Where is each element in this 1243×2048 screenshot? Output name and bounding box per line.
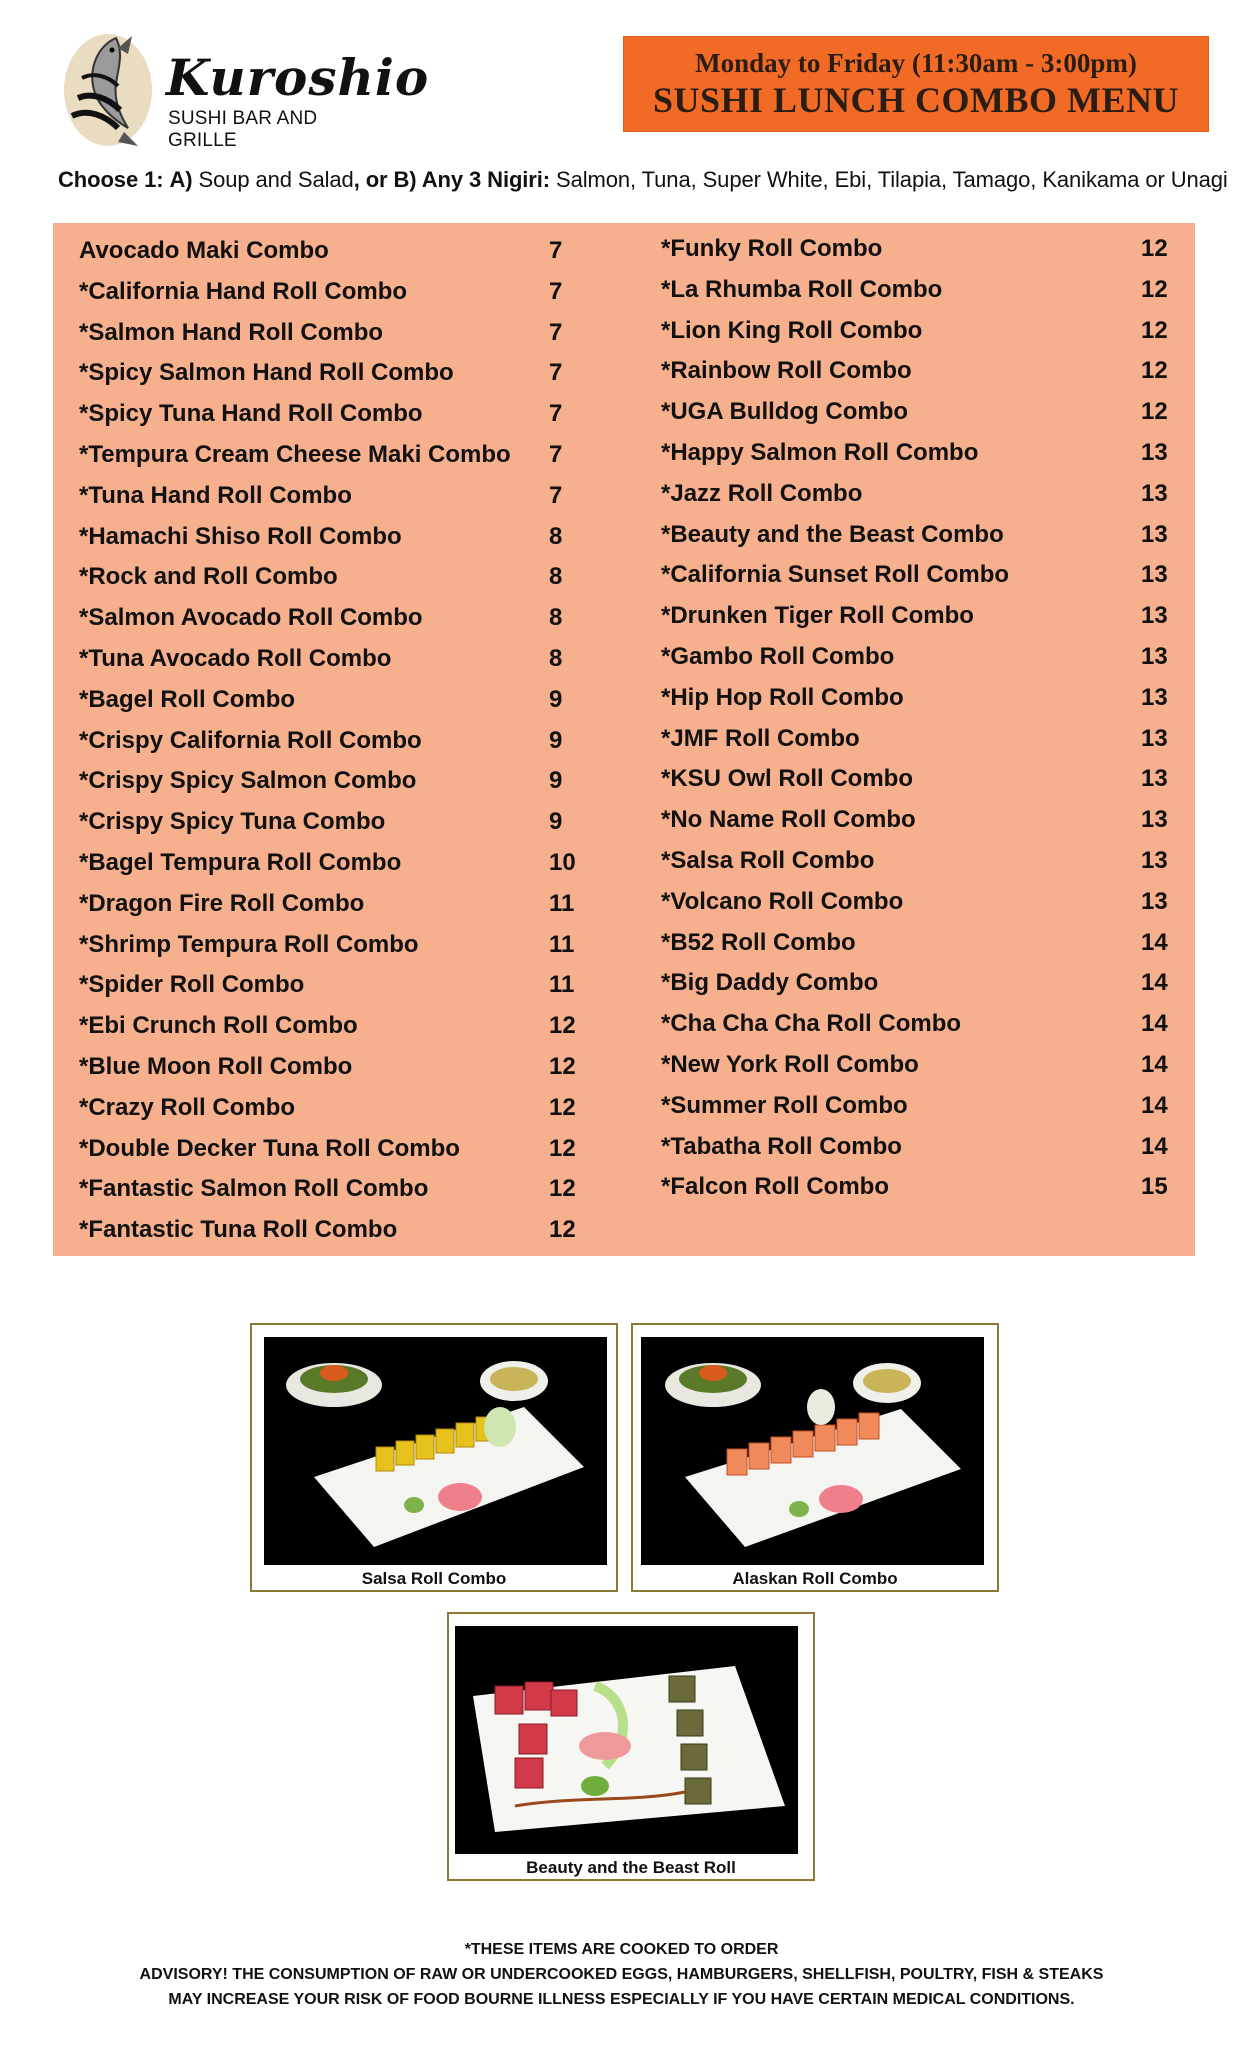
menu-item <box>661 596 1171 637</box>
menu-item-price: 7 <box>549 277 563 305</box>
menu-item-name: *Crazy Roll Combo <box>79 1093 296 1121</box>
menu-item-price: 8 <box>549 563 563 591</box>
menu-item <box>79 557 639 598</box>
menu-column-left <box>79 231 639 1251</box>
menu-item-name: *Spicy Tuna Hand Roll Combo <box>79 400 423 428</box>
menu-item-name: *Hamachi Shiso Roll Combo <box>79 522 402 550</box>
menu-item-name: *Bagel Tempura Roll Combo <box>79 848 402 876</box>
menu-item <box>661 1167 1171 1208</box>
menu-item-name: *Crispy Spicy Salmon Combo <box>79 767 417 795</box>
menu-item-name: *Funky Roll Combo <box>661 235 883 262</box>
choose-b-text: Salmon, Tuna, Super White, Ebi, Tilapia, Tamago, Kanikama or Unagi <box>556 167 1228 192</box>
menu-item <box>79 394 639 435</box>
menu-item-price: 7 <box>549 481 563 509</box>
menu-item-price: 14 <box>1141 1010 1168 1038</box>
menu-item <box>79 761 639 802</box>
menu-item-price: 8 <box>549 644 563 672</box>
menu-item-name: *B52 Roll Combo <box>661 928 856 956</box>
photo-beauty-and-the-beast-roll <box>447 1612 815 1881</box>
menu-item-name: *Happy Salmon Roll Combo <box>661 438 979 466</box>
menu-item-price: 13 <box>1141 642 1168 670</box>
menu-item <box>79 435 639 476</box>
brand-subtitle: SUSHI BAR AND GRILLE <box>168 108 318 151</box>
menu-item-name: *Volcano Roll Combo <box>661 887 904 915</box>
menu-item <box>661 1086 1171 1127</box>
menu-item <box>661 515 1171 556</box>
menu-item-name: *JMF Roll Combo <box>661 724 860 752</box>
menu-item-price: 12 <box>1141 316 1168 344</box>
menu-item <box>661 759 1171 800</box>
menu-item-name: *Rock and Roll Combo <box>79 563 338 591</box>
photo-caption: Alaskan Roll Combo <box>732 1569 898 1588</box>
menu-item-name: *Blue Moon Roll Combo <box>79 1052 353 1080</box>
menu-item-price: 13 <box>1141 561 1168 589</box>
menu-item <box>79 925 639 966</box>
choose-options <box>58 167 1228 193</box>
menu-item <box>661 637 1171 678</box>
menu-item-price: 11 <box>549 889 575 917</box>
menu-item <box>661 351 1171 392</box>
menu-item <box>661 1004 1171 1045</box>
menu-item <box>79 517 639 558</box>
choose-a-label: A) <box>169 167 193 192</box>
banner-title: SUSHI LUNCH COMBO MENU <box>652 80 1180 120</box>
menu-item-name: *Drunken Tiger Roll Combo <box>661 602 974 630</box>
menu-item-name: *New York Roll Combo <box>661 1050 919 1078</box>
menu-item-name: *Lion King Roll Combo <box>661 316 923 344</box>
menu-item-name: *KSU Owl Roll Combo <box>661 765 913 793</box>
advisory-line-2: MAY INCREASE YOUR RISK OF FOOD BOURNE ILLNESS ESPECIALLY IF YOU HAVE CERTAIN MEDICAL CONDITIONS. <box>168 1991 1075 2008</box>
menu-item-price: 13 <box>1141 520 1168 548</box>
menu-item-price: 10 <box>549 848 576 876</box>
menu-item <box>661 392 1171 433</box>
menu-item-name: *California Hand Roll Combo <box>79 277 408 305</box>
menu-item-name: *UGA Bulldog Combo <box>661 398 909 426</box>
menu-item-name: *Jazz Roll Combo <box>661 479 863 507</box>
menu-item-price: 14 <box>1141 928 1168 956</box>
lunch-hours-banner <box>623 36 1209 132</box>
menu-item-price: 7 <box>549 237 563 264</box>
menu-item <box>661 229 1171 270</box>
menu-item <box>79 598 639 639</box>
menu-item <box>79 884 639 925</box>
menu-item-name: *Cha Cha Cha Roll Combo <box>661 1010 962 1038</box>
menu-item-name: *Tabatha Roll Combo <box>661 1132 902 1160</box>
menu-item <box>79 1047 639 1088</box>
menu-item <box>661 923 1171 964</box>
menu-item-price: 13 <box>1141 806 1168 834</box>
menu-item-price: 13 <box>1141 438 1168 466</box>
menu-item-name: *Salmon Hand Roll Combo <box>79 318 384 346</box>
menu-item-price: 12 <box>549 1093 576 1121</box>
menu-item <box>79 843 639 884</box>
menu-item-name: *Gambo Roll Combo <box>661 642 895 670</box>
menu-item <box>79 476 639 517</box>
menu-item <box>79 1006 639 1047</box>
combo-menu-panel <box>53 223 1195 1256</box>
photo-alaskan-roll-combo <box>631 1323 999 1592</box>
menu-item <box>79 802 639 843</box>
menu-item-price: 9 <box>549 685 563 713</box>
menu-item <box>661 311 1171 352</box>
menu-item-name: *California Sunset Roll Combo <box>661 561 1010 589</box>
menu-item <box>661 1045 1171 1086</box>
brand-logo <box>58 28 430 153</box>
menu-item-price: 15 <box>1141 1173 1168 1201</box>
menu-item-name: *Summer Roll Combo <box>661 1091 908 1119</box>
menu-item-price: 13 <box>1141 683 1168 711</box>
alaskan-roll-combo-image <box>641 1337 984 1565</box>
photo-salsa-roll-combo <box>250 1323 618 1592</box>
menu-item-name: *No Name Roll Combo <box>661 806 916 834</box>
menu-item-price: 13 <box>1141 846 1168 874</box>
advisory-line-1: ADVISORY! THE CONSUMPTION OF RAW OR UNDERCOOKED EGGS, HAMBURGERS, SHELLFISH, POULTRY, FISH & STEAKS <box>139 1966 1104 1983</box>
menu-item-name: *La Rhumba Roll Combo <box>661 275 943 303</box>
menu-item-price: 11 <box>549 971 575 999</box>
menu-item-price: 9 <box>549 726 563 754</box>
menu-item <box>79 1169 639 1210</box>
menu-item-price: 7 <box>549 318 563 346</box>
menu-item-name: *Shrimp Tempura Roll Combo <box>79 930 419 958</box>
menu-item-name: *Rainbow Roll Combo <box>661 357 912 385</box>
menu-item-price: 14 <box>1141 1050 1168 1078</box>
menu-item-price: 12 <box>549 1052 576 1080</box>
menu-item-price: 14 <box>1141 969 1168 997</box>
menu-item <box>661 882 1171 923</box>
advisory-footer <box>0 1937 1243 2012</box>
koi-fish-icon <box>58 28 158 150</box>
brand-name: Kuroshio <box>166 48 430 107</box>
menu-item <box>79 680 639 721</box>
menu-item-price: 14 <box>1141 1132 1168 1160</box>
menu-item-price: 12 <box>549 1216 576 1244</box>
menu-item-price: 13 <box>1141 479 1168 507</box>
menu-item-name: *Fantastic Salmon Roll Combo <box>79 1175 429 1203</box>
menu-item <box>79 353 639 394</box>
menu-item-name: *Bagel Roll Combo <box>79 685 296 713</box>
menu-item-name: *Salmon Avocado Roll Combo <box>79 604 423 632</box>
photo-caption: Beauty and the Beast Roll <box>526 1858 736 1877</box>
menu-item <box>661 270 1171 311</box>
menu-item <box>661 678 1171 719</box>
menu-item-price: 12 <box>1141 235 1168 262</box>
menu-item-price: 12 <box>1141 357 1168 385</box>
menu-item <box>661 555 1171 596</box>
menu-item-price: 13 <box>1141 602 1168 630</box>
menu-item-price: 13 <box>1141 765 1168 793</box>
beauty-and-the-beast-roll-image <box>455 1626 798 1854</box>
menu-item-name: *Hip Hop Roll Combo <box>661 683 904 711</box>
menu-item <box>79 231 639 272</box>
banner-hours: Monday to Friday (11:30am - 3:00pm) <box>695 48 1137 78</box>
menu-item-name: *Double Decker Tuna Roll Combo <box>79 1134 460 1162</box>
menu-item-price: 11 <box>549 930 575 958</box>
menu-item <box>79 313 639 354</box>
menu-item-name: *Spicy Salmon Hand Roll Combo <box>79 359 454 387</box>
menu-item-price: 12 <box>1141 398 1168 426</box>
menu-item-price: 12 <box>1141 275 1168 303</box>
choose-lead: Choose 1: <box>58 167 164 192</box>
menu-item <box>79 965 639 1006</box>
menu-item-price: 13 <box>1141 887 1168 915</box>
menu-item-name: *Tuna Hand Roll Combo <box>79 481 352 509</box>
menu-item <box>79 272 639 313</box>
choose-or-b: , or B) Any 3 Nigiri: <box>353 167 551 192</box>
menu-item-name: *Crispy Spicy Tuna Combo <box>79 808 386 836</box>
menu-item-price: 12 <box>549 1012 576 1040</box>
photo-caption: Salsa Roll Combo <box>361 1569 507 1588</box>
menu-item-price: 12 <box>549 1175 576 1203</box>
menu-item <box>79 1129 639 1170</box>
menu-item-name: *Spider Roll Combo <box>79 971 305 999</box>
menu-item-name: *Fantastic Tuna Roll Combo <box>79 1216 398 1244</box>
menu-item-price: 8 <box>549 522 563 550</box>
menu-item-name: *Tuna Avocado Roll Combo <box>79 644 392 672</box>
menu-item-name: *Dragon Fire Roll Combo <box>79 889 365 917</box>
salsa-roll-combo-image <box>264 1337 607 1565</box>
menu-item-name: *Big Daddy Combo <box>661 969 879 997</box>
menu-item <box>79 1088 639 1129</box>
menu-item-price: 13 <box>1141 724 1168 752</box>
menu-item-price: 9 <box>549 808 563 836</box>
menu-item <box>661 474 1171 515</box>
menu-item-price: 9 <box>549 767 563 795</box>
menu-item-name: *Beauty and the Beast Combo <box>661 520 1004 548</box>
menu-item <box>79 721 639 762</box>
menu-item <box>661 719 1171 760</box>
menu-item-price: 8 <box>549 604 563 632</box>
menu-item-price: 14 <box>1141 1091 1168 1119</box>
cooked-to-order-note: *THESE ITEMS ARE COOKED TO ORDER <box>464 1941 779 1958</box>
menu-item-price: 7 <box>549 440 563 468</box>
menu-item <box>661 841 1171 882</box>
menu-item-name: *Salsa Roll Combo <box>661 846 875 874</box>
menu-item-price: 7 <box>549 400 563 428</box>
menu-item-name: *Falcon Roll Combo <box>661 1173 889 1201</box>
menu-item-name: Avocado Maki Combo <box>79 237 329 264</box>
menu-item <box>661 1127 1171 1168</box>
menu-item-price: 12 <box>549 1134 576 1162</box>
menu-item <box>79 1210 639 1251</box>
menu-item <box>79 639 639 680</box>
menu-column-right <box>661 229 1171 1208</box>
menu-item <box>661 963 1171 1004</box>
menu-item <box>661 800 1171 841</box>
menu-item-name: *Ebi Crunch Roll Combo <box>79 1012 358 1040</box>
menu-item-price: 7 <box>549 359 563 387</box>
menu-item-name: *Tempura Cream Cheese Maki Combo <box>79 440 511 468</box>
menu-item <box>661 433 1171 474</box>
menu-item-name: *Crispy California Roll Combo <box>79 726 422 754</box>
choose-a-text: Soup and Salad <box>198 167 354 192</box>
